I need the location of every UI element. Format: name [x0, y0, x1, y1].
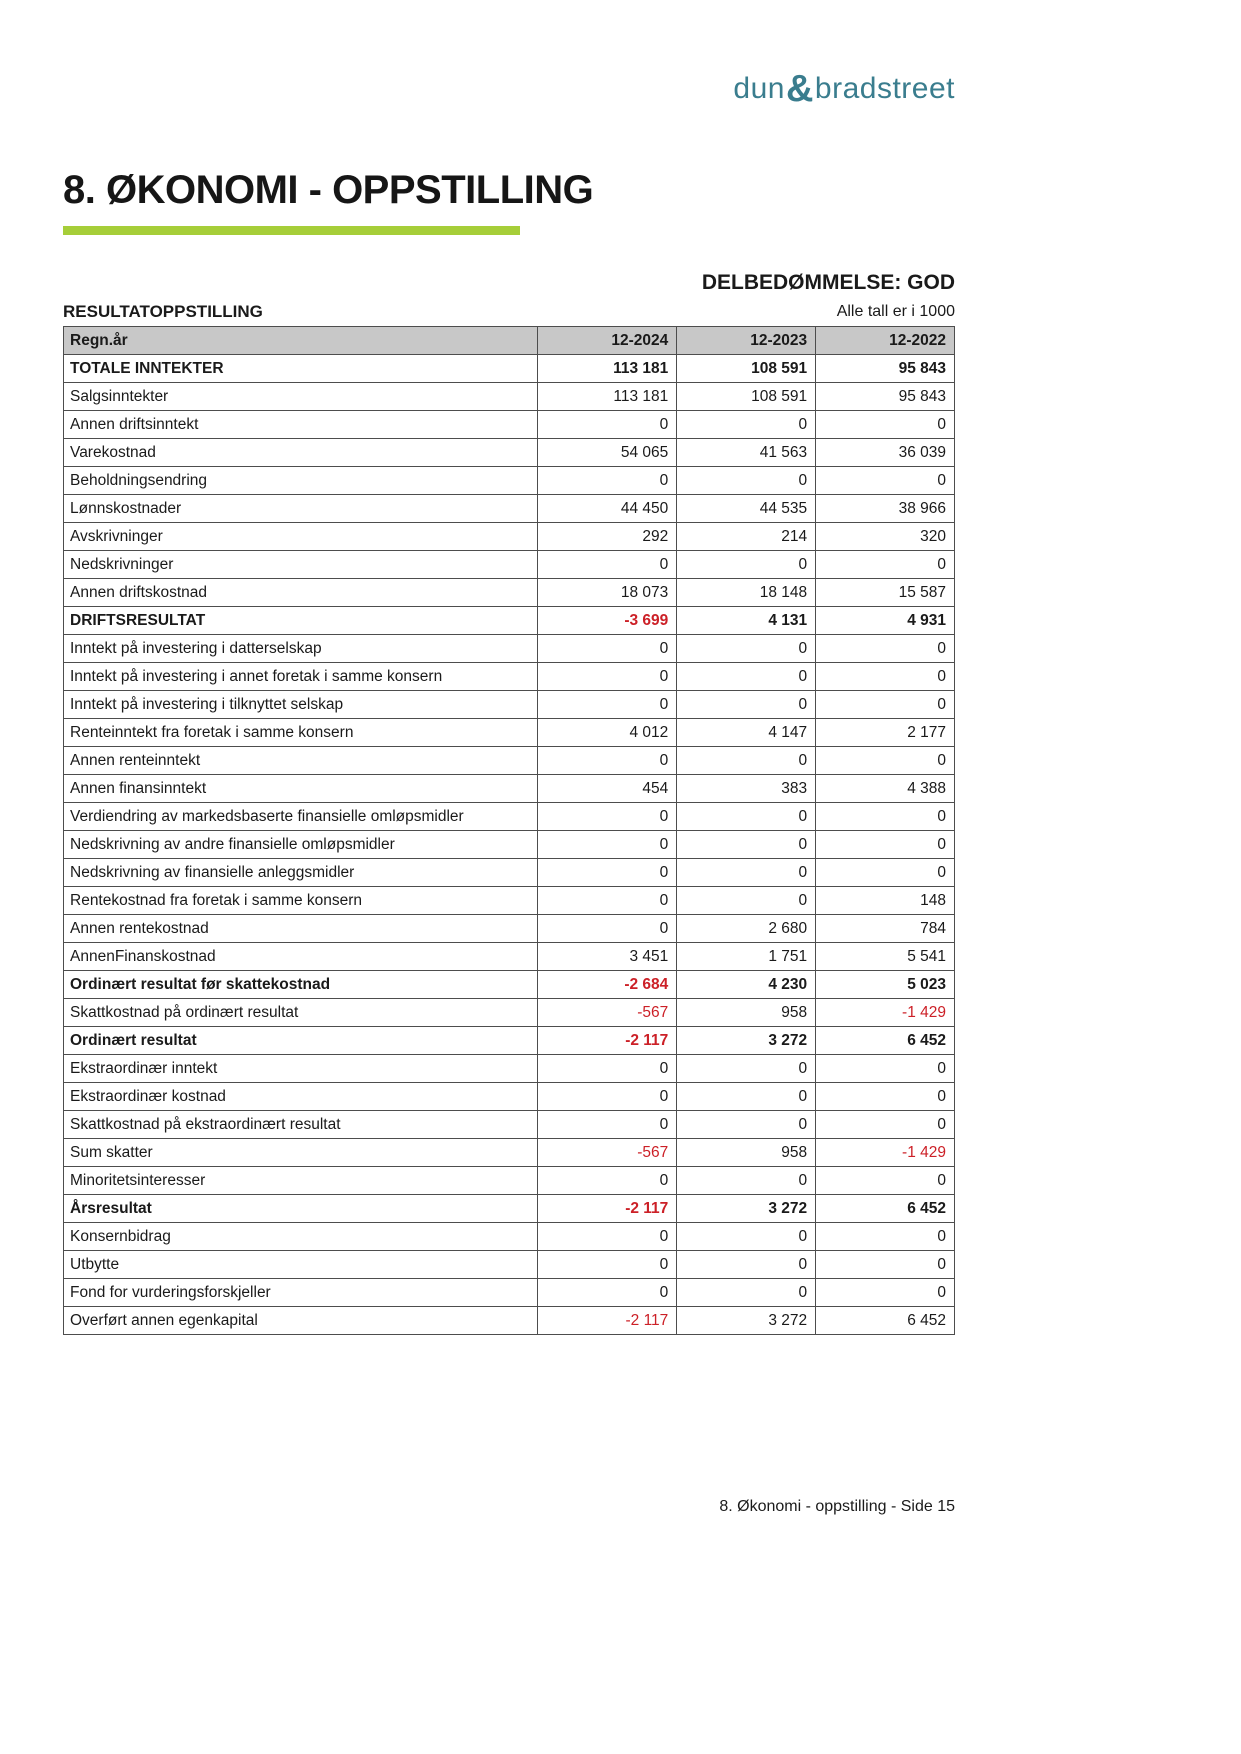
row-label: Ordinært resultat [64, 1027, 538, 1055]
table-row [64, 663, 955, 691]
row-value: 0 [677, 803, 816, 831]
table-row [64, 831, 955, 859]
row-value: 113 181 [538, 355, 677, 383]
page-title: 8. ØKONOMI - OPPSTILLING [63, 168, 594, 212]
row-value: 2 680 [677, 915, 816, 943]
row-value: 3 272 [677, 1027, 816, 1055]
table-row [64, 1195, 955, 1223]
row-label: Varekostnad [64, 439, 538, 467]
row-value: 0 [816, 411, 955, 439]
table-caption-row [63, 302, 955, 322]
row-label: Konsernbidrag [64, 1223, 538, 1251]
row-value: 0 [677, 859, 816, 887]
col-header-year: 12-2024 [538, 327, 677, 355]
row-label: Annen rentekostnad [64, 915, 538, 943]
table-row [64, 1111, 955, 1139]
table-row [64, 1251, 955, 1279]
row-value: 0 [538, 859, 677, 887]
table-row [64, 383, 955, 411]
row-value: -567 [538, 1139, 677, 1167]
row-value: 0 [538, 1279, 677, 1307]
row-value: 1 751 [677, 943, 816, 971]
table-row [64, 495, 955, 523]
row-value: -1 429 [816, 999, 955, 1027]
table-row [64, 1307, 955, 1335]
row-label: Annen driftsinntekt [64, 411, 538, 439]
col-header-year: 12-2022 [816, 327, 955, 355]
row-value: 0 [677, 411, 816, 439]
row-value: 38 966 [816, 495, 955, 523]
table-row [64, 775, 955, 803]
row-value: 0 [816, 467, 955, 495]
table-row [64, 719, 955, 747]
row-label: Annen finansinntekt [64, 775, 538, 803]
row-value: 0 [677, 1279, 816, 1307]
row-value: 0 [677, 1055, 816, 1083]
row-value: 0 [538, 1223, 677, 1251]
table-row [64, 635, 955, 663]
row-label: TOTALE INNTEKTER [64, 355, 538, 383]
row-value: 383 [677, 775, 816, 803]
row-value: 0 [677, 1251, 816, 1279]
row-label: Ekstraordinær inntekt [64, 1055, 538, 1083]
row-value: 4 012 [538, 719, 677, 747]
table-row [64, 1223, 955, 1251]
row-value: -2 117 [538, 1027, 677, 1055]
row-value: -1 429 [816, 1139, 955, 1167]
row-label: Fond for vurderingsforskjeller [64, 1279, 538, 1307]
row-value: 5 541 [816, 943, 955, 971]
row-value: 3 272 [677, 1307, 816, 1335]
row-value: 44 450 [538, 495, 677, 523]
row-value: 4 147 [677, 719, 816, 747]
row-value: 454 [538, 775, 677, 803]
row-label: Avskrivninger [64, 523, 538, 551]
row-label: Nedskrivninger [64, 551, 538, 579]
row-value: 0 [816, 1055, 955, 1083]
row-value: 784 [816, 915, 955, 943]
row-value: 0 [677, 551, 816, 579]
row-value: 0 [816, 1279, 955, 1307]
row-value: 4 388 [816, 775, 955, 803]
row-value: 0 [677, 1083, 816, 1111]
row-value: 214 [677, 523, 816, 551]
row-value: 0 [816, 551, 955, 579]
row-value: 0 [538, 635, 677, 663]
row-label: Ekstraordinær kostnad [64, 1083, 538, 1111]
assessment-text: DELBEDØMMELSE: GOD [701, 271, 955, 294]
table-row [64, 1083, 955, 1111]
units-note: Alle tall er i 1000 [836, 303, 955, 320]
title-underline-bar [63, 226, 520, 235]
table-row [64, 607, 955, 635]
row-value: 15 587 [816, 579, 955, 607]
dun-bradstreet-logo [63, 68, 955, 110]
row-label: Utbytte [64, 1251, 538, 1279]
row-value: 0 [677, 1111, 816, 1139]
row-value: 958 [677, 1139, 816, 1167]
row-value: 0 [816, 1251, 955, 1279]
row-value: 0 [538, 1167, 677, 1195]
row-value: 0 [538, 467, 677, 495]
row-value: 0 [538, 663, 677, 691]
row-value: 0 [538, 411, 677, 439]
row-label: Lønnskostnader [64, 495, 538, 523]
table-row [64, 803, 955, 831]
row-label: Renteinntekt fra foretak i samme konsern [64, 719, 538, 747]
row-value: 2 177 [816, 719, 955, 747]
row-value: -2 117 [538, 1195, 677, 1223]
row-value: 108 591 [677, 383, 816, 411]
table-row [64, 579, 955, 607]
table-row [64, 887, 955, 915]
table-row [64, 439, 955, 467]
row-label: Minoritetsinteresser [64, 1167, 538, 1195]
row-label: Rentekostnad fra foretak i samme konsern [64, 887, 538, 915]
row-value: -3 699 [538, 607, 677, 635]
row-value: 0 [538, 887, 677, 915]
table-row [64, 943, 955, 971]
row-label: Nedskrivning av finansielle anleggsmidler [64, 859, 538, 887]
table-row [64, 915, 955, 943]
row-label: Ordinært resultat før skattekostnad [64, 971, 538, 999]
row-value: -2 684 [538, 971, 677, 999]
row-label: Inntekt på investering i tilknyttet selskap [64, 691, 538, 719]
logo-text-bradstreet: bradstreet [814, 72, 955, 105]
row-value: 958 [677, 999, 816, 1027]
row-value: 113 181 [538, 383, 677, 411]
col-header-year: 12-2023 [677, 327, 816, 355]
row-value: 0 [816, 691, 955, 719]
row-label: Overført annen egenkapital [64, 1307, 538, 1335]
row-label: Årsresultat [64, 1195, 538, 1223]
row-value: 0 [816, 1083, 955, 1111]
row-value: 0 [677, 691, 816, 719]
row-label: DRIFTSRESULTAT [64, 607, 538, 635]
table-row [64, 1139, 955, 1167]
row-value: 0 [816, 663, 955, 691]
results-table-body [64, 355, 955, 1335]
table-row [64, 1027, 955, 1055]
row-value: 0 [677, 747, 816, 775]
table-row [64, 971, 955, 999]
row-label: Beholdningsendring [64, 467, 538, 495]
table-row [64, 523, 955, 551]
row-value: 108 591 [677, 355, 816, 383]
logo-ampersand-icon: & [785, 68, 814, 110]
row-value: 95 843 [816, 383, 955, 411]
row-value: -2 117 [538, 1307, 677, 1335]
row-value: 0 [816, 1111, 955, 1139]
row-value: 0 [677, 887, 816, 915]
row-label: Salgsinntekter [64, 383, 538, 411]
row-value: 0 [538, 915, 677, 943]
row-value: 292 [538, 523, 677, 551]
row-value: 0 [816, 1223, 955, 1251]
row-value: 0 [677, 635, 816, 663]
row-label: Inntekt på investering i annet foretak i samme konsern [64, 663, 538, 691]
table-row [64, 859, 955, 887]
row-value: 0 [538, 1251, 677, 1279]
row-value: 4 131 [677, 607, 816, 635]
row-value: 0 [677, 1223, 816, 1251]
row-value: 0 [538, 551, 677, 579]
row-value: 18 073 [538, 579, 677, 607]
results-table [63, 326, 955, 1335]
row-value: -567 [538, 999, 677, 1027]
row-value: 41 563 [677, 439, 816, 467]
table-row [64, 355, 955, 383]
page-footer: 8. Økonomi - oppstilling - Side 15 [719, 1498, 955, 1515]
table-row [64, 1055, 955, 1083]
row-value: 0 [538, 831, 677, 859]
row-value: 3 272 [677, 1195, 816, 1223]
row-label: Skattkostnad på ordinært resultat [64, 999, 538, 1027]
row-label: Sum skatter [64, 1139, 538, 1167]
table-row [64, 691, 955, 719]
row-value: 0 [816, 1167, 955, 1195]
table-row [64, 411, 955, 439]
row-value: 54 065 [538, 439, 677, 467]
row-value: 0 [816, 831, 955, 859]
page-content [63, 0, 955, 1335]
row-label: Inntekt på investering i datterselskap [64, 635, 538, 663]
row-value: 0 [538, 1083, 677, 1111]
row-value: 148 [816, 887, 955, 915]
row-value: 36 039 [816, 439, 955, 467]
results-table-header-row [64, 327, 955, 355]
table-row [64, 551, 955, 579]
row-label: Nedskrivning av andre finansielle omløpsmidler [64, 831, 538, 859]
row-value: 0 [816, 859, 955, 887]
row-value: 0 [538, 691, 677, 719]
logo-text-dun: dun [733, 72, 785, 105]
row-value: 6 452 [816, 1195, 955, 1223]
table-row [64, 1167, 955, 1195]
table-row [64, 467, 955, 495]
row-value: 4 931 [816, 607, 955, 635]
row-value: 0 [538, 1111, 677, 1139]
row-value: 0 [538, 1055, 677, 1083]
row-value: 44 535 [677, 495, 816, 523]
row-value: 0 [677, 1167, 816, 1195]
row-label: Annen renteinntekt [64, 747, 538, 775]
row-value: 95 843 [816, 355, 955, 383]
row-value: 0 [538, 803, 677, 831]
row-value: 0 [677, 467, 816, 495]
row-value: 5 023 [816, 971, 955, 999]
row-value: 6 452 [816, 1027, 955, 1055]
table-row [64, 999, 955, 1027]
row-value: 4 230 [677, 971, 816, 999]
table-title: RESULTATOPPSTILLING [63, 302, 263, 321]
row-value: 0 [816, 635, 955, 663]
row-value: 0 [677, 831, 816, 859]
row-value: 0 [816, 747, 955, 775]
row-label: Annen driftskostnad [64, 579, 538, 607]
table-row [64, 1279, 955, 1307]
row-value: 18 148 [677, 579, 816, 607]
row-label: Skattkostnad på ekstraordinært resultat [64, 1111, 538, 1139]
row-value: 320 [816, 523, 955, 551]
row-value: 3 451 [538, 943, 677, 971]
row-label: Verdiendring av markedsbaserte finansielle omløpsmidler [64, 803, 538, 831]
row-value: 0 [538, 747, 677, 775]
row-value: 0 [816, 803, 955, 831]
row-value: 0 [677, 663, 816, 691]
row-label: AnnenFinanskostnad [64, 943, 538, 971]
table-row [64, 747, 955, 775]
row-value: 6 452 [816, 1307, 955, 1335]
col-header-label: Regn.år [64, 327, 538, 355]
